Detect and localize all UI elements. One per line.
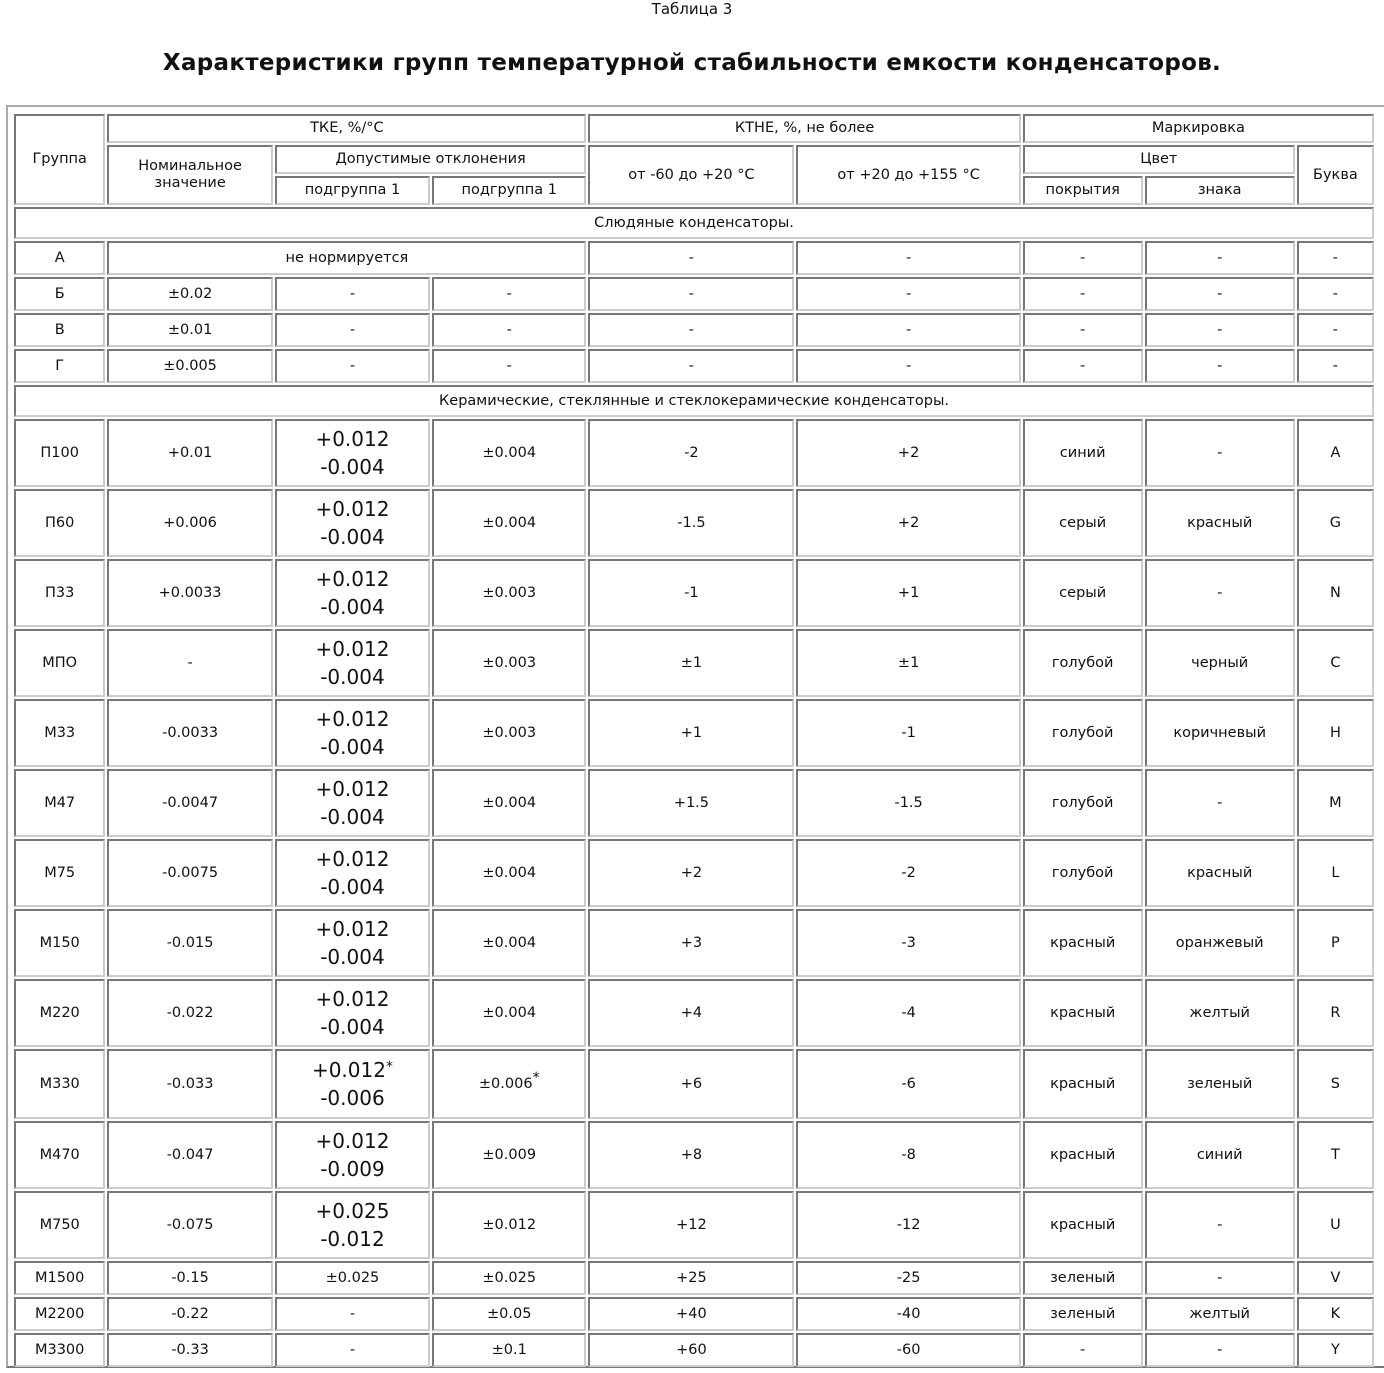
deviation-sub2-cell: - — [432, 313, 586, 347]
sign-color-cell: коричневый — [1145, 699, 1295, 767]
letter-cell: - — [1297, 313, 1374, 347]
deviation-line: -0.004 — [320, 1015, 385, 1039]
group-cell: Г — [14, 349, 105, 383]
coating-color-cell: серый — [1023, 489, 1143, 557]
ktne-low-cell: +6 — [588, 1049, 794, 1119]
letter-cell: A — [1297, 419, 1374, 487]
group-cell: В — [14, 313, 105, 347]
letter-cell: M — [1297, 769, 1374, 837]
table-row — [14, 349, 1374, 383]
ktne-low-cell: - — [588, 313, 794, 347]
header-letter: Буква — [1297, 145, 1374, 205]
coating-color-cell: зеленый — [1023, 1297, 1143, 1331]
deviation-line: -0.004 — [320, 525, 385, 549]
deviation-sub1-cell — [275, 769, 430, 837]
ktne-low-cell: +3 — [588, 909, 794, 977]
sign-color-cell: - — [1145, 419, 1295, 487]
deviation-sub1-cell — [275, 559, 430, 627]
table-row — [14, 979, 1374, 1047]
deviation-line: +0.012 — [315, 917, 390, 941]
sign-color-cell: синий — [1145, 1121, 1295, 1189]
coating-color-cell: синий — [1023, 419, 1143, 487]
coating-color-cell: голубой — [1023, 629, 1143, 697]
deviation-line: +0.012* — [311, 1058, 393, 1082]
ktne-low-cell: -2 — [588, 419, 794, 487]
table-row — [14, 313, 1374, 347]
header-range1: от -60 до +20 °С — [588, 145, 794, 205]
deviation-line: +0.012 — [315, 637, 390, 661]
ktne-low-cell: - — [588, 277, 794, 311]
ktne-high-cell: -1 — [796, 699, 1020, 767]
sign-color-cell: зеленый — [1145, 1049, 1295, 1119]
section-row — [14, 385, 1374, 417]
nominal-cell: +0.01 — [107, 419, 272, 487]
sign-color-cell: желтый — [1145, 979, 1295, 1047]
ktne-high-cell: -2 — [796, 839, 1020, 907]
group-cell: М330 — [14, 1049, 105, 1119]
deviation-sub1-cell — [275, 1297, 430, 1331]
header-color: Цвет — [1023, 145, 1295, 174]
deviation-sub1-cell — [275, 419, 430, 487]
deviation-sub2-cell: ±0.1 — [432, 1333, 586, 1367]
ktne-high-cell: - — [796, 277, 1020, 311]
deviation-sub1-cell — [275, 909, 430, 977]
letter-cell: R — [1297, 979, 1374, 1047]
deviation-sub2-cell: ±0.003 — [432, 699, 586, 767]
deviation-sub2-cell: - — [432, 277, 586, 311]
group-cell: М220 — [14, 979, 105, 1047]
table-row — [14, 1261, 1374, 1295]
deviation-line: +0.012 — [315, 427, 390, 451]
table-row — [14, 489, 1374, 557]
coating-color-cell: голубой — [1023, 839, 1143, 907]
letter-cell: - — [1297, 349, 1374, 383]
ktne-low-cell: +40 — [588, 1297, 794, 1331]
sign-color-cell: - — [1145, 277, 1295, 311]
nominal-cell: -0.033 — [107, 1049, 272, 1119]
ktne-low-cell: +4 — [588, 979, 794, 1047]
group-cell: М150 — [14, 909, 105, 977]
deviation-line: -0.004 — [320, 455, 385, 479]
group-cell: П100 — [14, 419, 105, 487]
nominal-cell: -0.0075 — [107, 839, 272, 907]
deviation-line: +0.012 — [315, 567, 390, 591]
table-frame — [6, 105, 1384, 1368]
group-cell: М2200 — [14, 1297, 105, 1331]
capacitor-table — [12, 112, 1376, 1369]
group-cell: М75 — [14, 839, 105, 907]
coating-color-cell: - — [1023, 241, 1143, 275]
ktne-high-cell: +2 — [796, 489, 1020, 557]
deviation-line: +0.012 — [315, 497, 390, 521]
deviation-line: - — [349, 1305, 356, 1322]
deviation-line: -0.004 — [320, 595, 385, 619]
sign-color-cell: оранжевый — [1145, 909, 1295, 977]
table-row — [14, 909, 1374, 977]
deviation-sub1-cell — [275, 699, 430, 767]
deviation-sub1-cell — [275, 979, 430, 1047]
header-sign: знака — [1145, 176, 1295, 205]
deviation-line: -0.006 — [320, 1086, 385, 1110]
ktne-high-cell: -1.5 — [796, 769, 1020, 837]
sign-color-cell: красный — [1145, 839, 1295, 907]
nominal-cell: -0.047 — [107, 1121, 272, 1189]
table-row — [14, 839, 1374, 907]
letter-cell: S — [1297, 1049, 1374, 1119]
group-cell: А — [14, 241, 105, 275]
sign-color-cell: - — [1145, 1333, 1295, 1367]
ktne-high-cell: - — [796, 313, 1020, 347]
letter-cell: L — [1297, 839, 1374, 907]
deviation-sub2-cell: ±0.004 — [432, 419, 586, 487]
group-cell: М470 — [14, 1121, 105, 1189]
nominal-cell: -0.075 — [107, 1191, 272, 1259]
ktne-high-cell: -12 — [796, 1191, 1020, 1259]
table-row — [14, 559, 1374, 627]
header-ktne: КТНЕ, %, не более — [588, 114, 1020, 143]
coating-color-cell: красный — [1023, 1121, 1143, 1189]
group-cell: М3300 — [14, 1333, 105, 1367]
ktne-low-cell: -1 — [588, 559, 794, 627]
group-cell: М47 — [14, 769, 105, 837]
deviation-sub1-cell — [275, 629, 430, 697]
ktne-high-cell: - — [796, 349, 1020, 383]
nominal-cell: -0.33 — [107, 1333, 272, 1367]
nominal-cell: +0.0033 — [107, 559, 272, 627]
table-row — [14, 1191, 1374, 1259]
coating-color-cell: красный — [1023, 1191, 1143, 1259]
deviation-sub2-cell: ±0.05 — [432, 1297, 586, 1331]
deviation-sub2-cell: ±0.003 — [432, 559, 586, 627]
letter-cell: - — [1297, 277, 1374, 311]
ktne-high-cell: -25 — [796, 1261, 1020, 1295]
deviation-line: - — [349, 1341, 356, 1358]
coating-color-cell: - — [1023, 349, 1143, 383]
group-cell: М750 — [14, 1191, 105, 1259]
table-row — [14, 1333, 1374, 1367]
table-row — [14, 629, 1374, 697]
table-row — [14, 241, 1374, 275]
deviation-line: +0.012 — [315, 847, 390, 871]
coating-color-cell: - — [1023, 1333, 1143, 1367]
nominal-cell: -0.0047 — [107, 769, 272, 837]
header-tke: ТКЕ, %/°С — [107, 114, 586, 143]
table-row — [14, 1121, 1374, 1189]
ktne-low-cell: - — [588, 241, 794, 275]
ktne-low-cell: +2 — [588, 839, 794, 907]
table-caption: Таблица 3 — [651, 0, 733, 18]
deviation-sub2-cell: ±0.004 — [432, 489, 586, 557]
deviation-line: ±0.025 — [325, 1269, 380, 1286]
sign-color-cell: - — [1145, 241, 1295, 275]
deviation-sub2-cell: ±0.004 — [432, 909, 586, 977]
ktne-low-cell: ±1 — [588, 629, 794, 697]
deviation-line: +0.012 — [315, 1129, 390, 1153]
ktne-high-cell: -8 — [796, 1121, 1020, 1189]
coating-color-cell: голубой — [1023, 699, 1143, 767]
letter-cell: Y — [1297, 1333, 1374, 1367]
header-range2: от +20 до +155 °С — [796, 145, 1020, 205]
group-cell: МПО — [14, 629, 105, 697]
sign-color-cell: желтый — [1145, 1297, 1295, 1331]
sign-color-cell: - — [1145, 559, 1295, 627]
ktne-high-cell: ±1 — [796, 629, 1020, 697]
ktne-high-cell: -6 — [796, 1049, 1020, 1119]
ktne-low-cell: +60 — [588, 1333, 794, 1367]
deviation-line: -0.004 — [320, 805, 385, 829]
nominal-cell: -0.0033 — [107, 699, 272, 767]
deviation-sub2-cell: ±0.012 — [432, 1191, 586, 1259]
coating-color-cell: - — [1023, 313, 1143, 347]
coating-color-cell: красный — [1023, 979, 1143, 1047]
page-title: Характеристики групп температурной стабильности емкости конденсаторов. — [162, 50, 1222, 76]
ktne-low-cell: +1 — [588, 699, 794, 767]
ktne-low-cell: - — [588, 349, 794, 383]
nominal-cell: -0.015 — [107, 909, 272, 977]
header-sub1: подгруппа 1 — [275, 176, 430, 205]
deviation-sub1-cell — [275, 313, 430, 347]
ktne-high-cell: - — [796, 241, 1020, 275]
letter-cell: K — [1297, 1297, 1374, 1331]
section-title: Слюдяные конденсаторы. — [14, 207, 1374, 239]
nominal-cell: -0.22 — [107, 1297, 272, 1331]
sign-color-cell: - — [1145, 1261, 1295, 1295]
letter-cell: U — [1297, 1191, 1374, 1259]
deviation-line: - — [349, 321, 356, 338]
footnote-mark: * — [385, 1059, 393, 1075]
deviation-line: -0.004 — [320, 875, 385, 899]
group-cell: П33 — [14, 559, 105, 627]
deviation-line: - — [349, 357, 356, 374]
section-row — [14, 207, 1374, 239]
letter-cell: P — [1297, 909, 1374, 977]
group-cell: П60 — [14, 489, 105, 557]
deviation-sub1-cell — [275, 1191, 430, 1259]
letter-cell: - — [1297, 241, 1374, 275]
ktne-low-cell: +12 — [588, 1191, 794, 1259]
coating-color-cell: - — [1023, 277, 1143, 311]
header-sub2: подгруппа 1 — [432, 176, 586, 205]
table-row — [14, 1049, 1374, 1119]
sign-color-cell: - — [1145, 349, 1295, 383]
header-nominal: Номинальное значение — [107, 145, 272, 205]
deviation-sub2-cell: ±0.004 — [432, 979, 586, 1047]
deviation-sub1-cell — [275, 489, 430, 557]
deviation-line: -0.004 — [320, 665, 385, 689]
table-row — [14, 419, 1374, 487]
deviation-sub2-cell: - — [432, 349, 586, 383]
nominal-cell: +0.006 — [107, 489, 272, 557]
deviation-sub1-cell — [275, 1049, 430, 1119]
deviation-sub1-cell — [275, 277, 430, 311]
ktne-high-cell: +2 — [796, 419, 1020, 487]
deviation-sub1-cell — [275, 349, 430, 383]
letter-cell: G — [1297, 489, 1374, 557]
deviation-sub1-cell — [275, 839, 430, 907]
table-row — [14, 277, 1374, 311]
ktne-high-cell: -4 — [796, 979, 1020, 1047]
nominal-cell: ±0.02 — [107, 277, 272, 311]
nominal-cell: ±0.01 — [107, 313, 272, 347]
ktne-high-cell: -60 — [796, 1333, 1020, 1367]
nominal-cell: -0.022 — [107, 979, 272, 1047]
group-cell: Б — [14, 277, 105, 311]
deviation-sub2-cell: ±0.025 — [432, 1261, 586, 1295]
letter-cell: T — [1297, 1121, 1374, 1189]
deviation-line: -0.009 — [320, 1157, 385, 1181]
coating-color-cell: серый — [1023, 559, 1143, 627]
letter-cell: N — [1297, 559, 1374, 627]
header-group: Группа — [14, 114, 105, 205]
deviation-line: +0.012 — [315, 987, 390, 1011]
ktne-low-cell: +25 — [588, 1261, 794, 1295]
group-cell: М33 — [14, 699, 105, 767]
deviation-sub2-cell: ±0.003 — [432, 629, 586, 697]
sign-color-cell: - — [1145, 769, 1295, 837]
header-allowed: Допустимые отклонения — [275, 145, 587, 174]
sign-color-cell: - — [1145, 1191, 1295, 1259]
header-coating: покрытия — [1023, 176, 1143, 205]
coating-color-cell: зеленый — [1023, 1261, 1143, 1295]
deviation-sub2-cell: ±0.009 — [432, 1121, 586, 1189]
sign-color-cell: - — [1145, 313, 1295, 347]
ktne-low-cell: +8 — [588, 1121, 794, 1189]
letter-cell: C — [1297, 629, 1374, 697]
deviation-sub1-cell — [275, 1261, 430, 1295]
ktne-low-cell: +1.5 — [588, 769, 794, 837]
deviation-sub2-cell: ±0.006* — [432, 1049, 586, 1119]
deviation-line: -0.012 — [320, 1227, 385, 1251]
deviation-line: -0.004 — [320, 735, 385, 759]
table-row — [14, 769, 1374, 837]
table-row — [14, 699, 1374, 767]
coating-color-cell: голубой — [1023, 769, 1143, 837]
table-row — [14, 1297, 1374, 1331]
nominal-cell: -0.15 — [107, 1261, 272, 1295]
nominal-cell: ±0.005 — [107, 349, 272, 383]
deviation-sub2-cell: ±0.004 — [432, 769, 586, 837]
deviation-sub1-cell — [275, 1121, 430, 1189]
deviation-line: +0.012 — [315, 777, 390, 801]
section-title: Керамические, стеклянные и стеклокерамические конденсаторы. — [14, 385, 1374, 417]
deviation-line: +0.012 — [315, 707, 390, 731]
ktne-low-cell: -1.5 — [588, 489, 794, 557]
deviation-sub2-cell: ±0.004 — [432, 839, 586, 907]
group-cell: М1500 — [14, 1261, 105, 1295]
nominal-cell: - — [107, 629, 272, 697]
nominal-cell: не нормируется — [107, 241, 586, 275]
deviation-line: -0.004 — [320, 945, 385, 969]
letter-cell: H — [1297, 699, 1374, 767]
deviation-sub1-cell — [275, 1333, 430, 1367]
ktne-high-cell: -3 — [796, 909, 1020, 977]
letter-cell: V — [1297, 1261, 1374, 1295]
deviation-line: +0.025 — [315, 1199, 390, 1223]
ktne-high-cell: -40 — [796, 1297, 1020, 1331]
deviation-line: - — [349, 285, 356, 302]
header-marking: Маркировка — [1023, 114, 1374, 143]
sign-color-cell: черный — [1145, 629, 1295, 697]
ktne-high-cell: +1 — [796, 559, 1020, 627]
coating-color-cell: красный — [1023, 1049, 1143, 1119]
footnote-mark: * — [532, 1069, 540, 1086]
sign-color-cell: красный — [1145, 489, 1295, 557]
coating-color-cell: красный — [1023, 909, 1143, 977]
